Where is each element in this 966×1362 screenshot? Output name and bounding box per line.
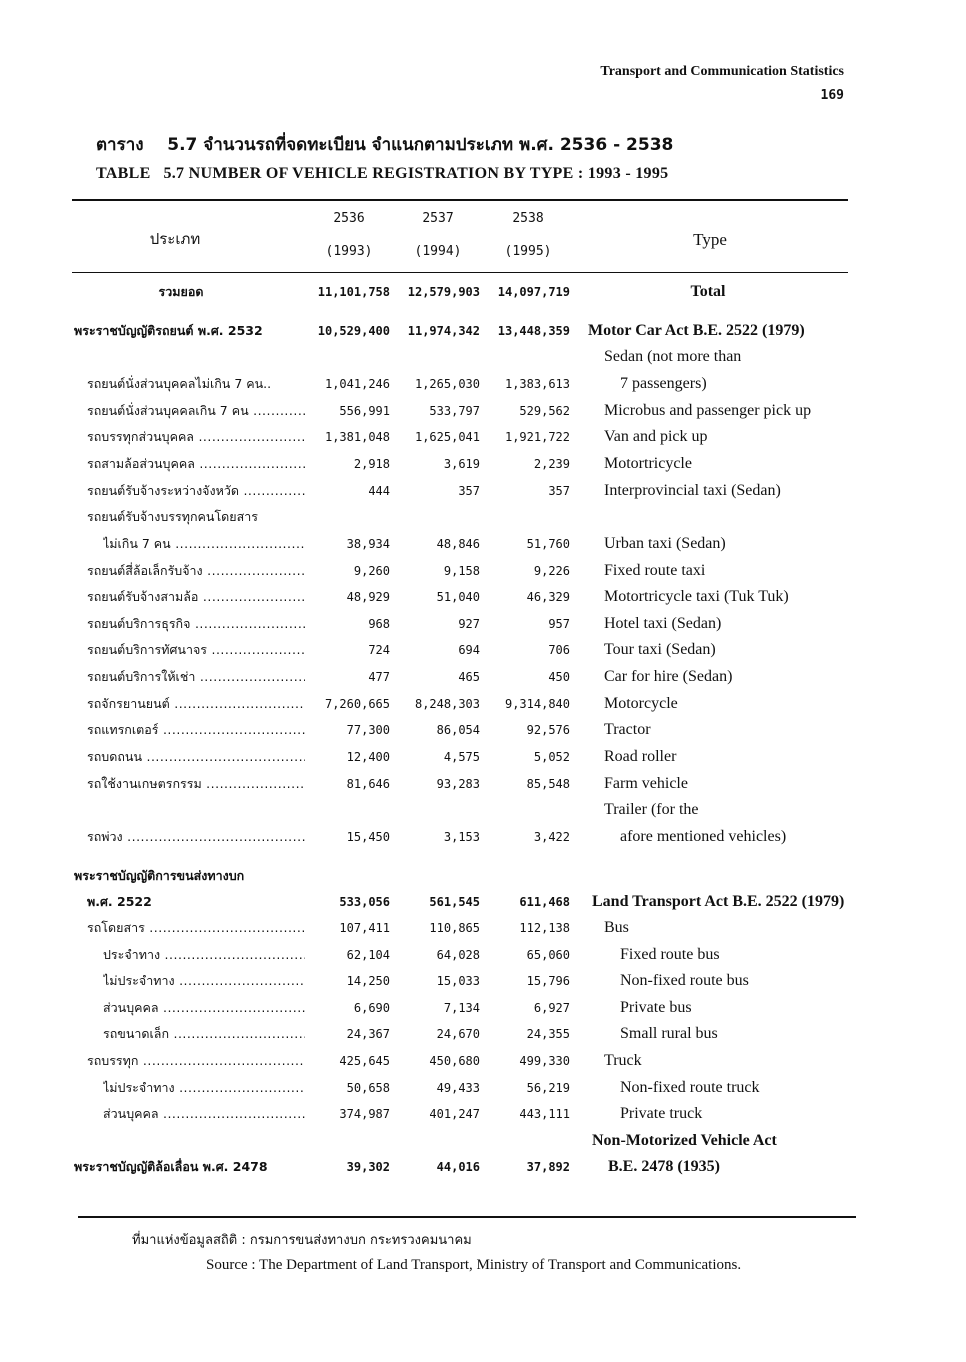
value-cell: 556,991 [339, 404, 390, 418]
row-label-english: Non-fixed route truck [620, 1079, 760, 1096]
source-english: Source : The Department of Land Transport, Ministry of Transport and Communications. [206, 1257, 742, 1273]
row-label-english: Interprovincial taxi (Sedan) [604, 482, 781, 499]
value-cell: 38,934 [346, 537, 390, 551]
value-cell: 611,468 [519, 895, 570, 909]
value-cell: 112,138 [519, 921, 570, 935]
bottom-rule [78, 1216, 856, 1218]
value-cell: 62,104 [346, 948, 390, 962]
row-label-thai: รถยนต์รับจ้างบรรทุกคนโดยสาร [87, 509, 258, 524]
row-label-english: Trailer (for the [604, 801, 699, 818]
row-label-english: Private bus [620, 999, 692, 1016]
table-row [0, 691, 966, 717]
row-label-thai: พระราชบัญญัติรถยนต์ พ.ศ. 2532 [74, 323, 263, 338]
value-cell: 15,033 [436, 974, 480, 988]
value-cell: 37,892 [526, 1160, 570, 1174]
table-row [0, 504, 966, 530]
value-cell: 3,153 [443, 830, 480, 844]
title-english: TABLE 5.7 NUMBER OF VEHICLE REGISTRATION BY TYPE : 1993 - 1995 [96, 165, 669, 182]
value-cell: 15,450 [346, 830, 390, 844]
row-label-english: Microbus and passenger pick up [604, 402, 812, 419]
value-cell: 64,028 [436, 948, 480, 962]
value-cell: 93,283 [436, 777, 480, 791]
value-cell: 5,052 [533, 750, 570, 764]
value-cell: 4,575 [443, 750, 480, 764]
column-header-thai: ประเภท [149, 230, 201, 248]
value-cell: 533,056 [339, 895, 390, 909]
value-cell: 2,918 [353, 457, 390, 471]
row-label-english: Tractor [604, 721, 651, 738]
row-label-thai: รถยนต์นั่งส่วนบุคคลเกิน 7 คน ..... [87, 398, 305, 424]
value-cell: 957 [548, 617, 570, 631]
value-cell: 6,690 [353, 1001, 390, 1015]
row-label-english: Land Transport Act B.E. 2522 (1979) [592, 893, 845, 910]
value-cell: 1,041,246 [324, 377, 390, 391]
value-cell: 48,846 [436, 537, 480, 551]
value-cell: 499,330 [519, 1054, 570, 1068]
title-thai: ตาราง 5.7 จำนวนรถที่จดทะเบียน จำแนกตามประเภท พ.ศ. 2536 - 2538 [96, 135, 674, 155]
row-label-english: Motortricycle taxi (Tuk Tuk) [604, 588, 789, 605]
table-row [0, 1128, 966, 1154]
column-year-ad: (1993) [325, 244, 373, 259]
value-cell: 77,300 [346, 723, 390, 737]
source-thai: ที่มาแห่งข้อมูลสถิติ : กรมการขนส่งทางบก กระทรวงคมนาคม [132, 1233, 472, 1248]
row-label-thai: รถแทรกเตอร์ ..... [87, 717, 305, 743]
value-cell: 533,797 [429, 404, 480, 418]
column-year-be: 2537 [422, 211, 454, 226]
row-label-english: Urban taxi (Sedan) [604, 535, 726, 552]
value-cell: 9,314,840 [504, 697, 570, 711]
value-cell: 11,101,758 [317, 285, 390, 299]
value-cell: 7,260,665 [324, 697, 390, 711]
table-row [0, 279, 966, 305]
row-label-thai: รถสามล้อส่วนบุคคล ..... [87, 451, 305, 477]
table-row [0, 995, 966, 1021]
row-label-english: Truck [604, 1052, 642, 1069]
table-row [0, 915, 966, 941]
value-cell: 44,016 [436, 1160, 480, 1174]
value-cell: 9,158 [443, 564, 480, 578]
value-cell: 450,680 [429, 1054, 480, 1068]
value-cell: 50,658 [346, 1081, 390, 1095]
value-cell: 2,239 [533, 457, 570, 471]
table-row [0, 531, 966, 557]
row-label-thai: รถยนต์รับจ้างระหว่างจังหวัด ..... [87, 478, 305, 504]
row-label-thai: ไม่ประจำทาง ..... [103, 968, 305, 994]
table-row [0, 558, 966, 584]
page-header [600, 60, 844, 108]
row-label-english: Hotel taxi (Sedan) [604, 615, 722, 632]
value-cell: 110,865 [429, 921, 480, 935]
row-label-thai: ประจำทาง ..... [103, 942, 305, 968]
table-row [0, 1075, 966, 1101]
table-row [0, 318, 966, 344]
column-year-ad: (1994) [414, 244, 462, 259]
value-cell: 65,060 [526, 948, 570, 962]
row-label-thai: รถยนต์สี่ล้อเล็กรับจ้าง ..... [87, 558, 305, 584]
table-row [0, 797, 966, 823]
value-cell: 14,097,719 [497, 285, 570, 299]
value-cell: 401,247 [429, 1107, 480, 1121]
value-cell: 477 [368, 670, 390, 684]
row-label-english: B.E. 2478 (1935) [608, 1158, 720, 1175]
value-cell: 56,219 [526, 1081, 570, 1095]
value-cell: 12,579,903 [407, 285, 480, 299]
value-cell: 706 [548, 643, 570, 657]
value-cell: 444 [368, 484, 390, 498]
value-cell: 24,367 [346, 1027, 390, 1041]
table-row [0, 344, 966, 370]
table-row [0, 1101, 966, 1127]
row-label-thai: ไม่ประจำทาง ..... [103, 1075, 305, 1101]
row-label-thai: รถบดถนน ..... [87, 744, 305, 770]
row-label-thai: รถยนต์บริการธุรกิจ ..... [87, 611, 305, 637]
value-cell: 694 [458, 643, 480, 657]
value-cell: 450 [548, 670, 570, 684]
row-label-english: afore mentioned vehicles) [620, 828, 787, 845]
column-year-be: 2538 [512, 211, 544, 226]
table-row [0, 451, 966, 477]
row-label-thai: ส่วนบุคคล ..... [103, 995, 305, 1021]
value-cell: 443,111 [519, 1107, 570, 1121]
row-label-english: Fixed route bus [620, 946, 720, 963]
table-row [0, 664, 966, 690]
row-label-thai: ไม่เกิน 7 คน ..... [103, 531, 305, 557]
value-cell: 14,250 [346, 974, 390, 988]
table-row [0, 942, 966, 968]
value-cell: 13,448,359 [497, 324, 570, 338]
row-label-thai: รถใช้งานเกษตรกรรม ..... [87, 771, 305, 797]
value-cell: 465 [458, 670, 480, 684]
value-cell: 11,974,342 [407, 324, 480, 338]
table-row [0, 717, 966, 743]
column-year-be: 2536 [333, 211, 365, 226]
value-cell: 39,302 [346, 1160, 390, 1174]
row-label-thai: พระราชบัญญัติการขนส่งทางบก [74, 868, 245, 883]
value-cell: 1,921,722 [504, 430, 570, 444]
value-cell: 48,929 [346, 590, 390, 604]
value-cell: 968 [368, 617, 390, 631]
column-year-ad: (1995) [504, 244, 552, 259]
value-cell: 86,054 [436, 723, 480, 737]
value-cell: 7,134 [443, 1001, 480, 1015]
row-label-english: Motor Car Act B.E. 2522 (1979) [588, 322, 805, 339]
table-row [0, 424, 966, 450]
value-cell: 46,329 [526, 590, 570, 604]
row-label-english: Sedan (not more than [604, 348, 742, 365]
value-cell: 24,670 [436, 1027, 480, 1041]
publication-title: Transport and Communication Statistics [600, 64, 844, 79]
row-label-thai: รถยนต์รับจ้างสามล้อ ..... [87, 584, 305, 610]
row-label-english: Non-Motorized Vehicle Act [592, 1132, 777, 1149]
value-cell: 85,548 [526, 777, 570, 791]
value-cell: 8,248,303 [414, 697, 480, 711]
table-row [0, 863, 966, 889]
table-row [0, 398, 966, 424]
row-label-thai: รถจักรยานยนต์ ..... [87, 691, 305, 717]
value-cell: 425,645 [339, 1054, 390, 1068]
table-row [0, 637, 966, 663]
row-label-thai: ส่วนบุคคล ..... [103, 1101, 305, 1127]
row-label-english: Van and pick up [604, 428, 708, 445]
value-cell: 24,355 [526, 1027, 570, 1041]
table-row [0, 478, 966, 504]
table-row [0, 968, 966, 994]
table-row [0, 889, 966, 915]
row-label-english: Tour taxi (Sedan) [604, 641, 716, 658]
row-label-thai: รถโดยสาร ..... [87, 915, 305, 941]
row-label-english: Bus [604, 919, 629, 936]
column-header-type: Type [693, 230, 727, 249]
row-label-english: Motorcycle [604, 695, 678, 712]
table-row [0, 824, 966, 850]
header-rule [72, 272, 848, 273]
row-label-thai: รถยนต์นั่งส่วนบุคคลไม่เกิน 7 คน.. [87, 376, 272, 391]
table-row [0, 1021, 966, 1047]
table-row [0, 611, 966, 637]
table-row [0, 584, 966, 610]
row-label-thai: รถยนต์บริการให้เช่า ..... [87, 664, 305, 690]
value-cell: 724 [368, 643, 390, 657]
row-label-thai: รถบรรทุกส่วนบุคคล ..... [87, 424, 305, 450]
row-label-english: Small rural bus [620, 1025, 718, 1042]
value-cell: 3,619 [443, 457, 480, 471]
value-cell: 107,411 [339, 921, 390, 935]
value-cell: 12,400 [346, 750, 390, 764]
value-cell: 1,381,048 [324, 430, 390, 444]
value-cell: 357 [548, 484, 570, 498]
page-number: 169 [820, 88, 844, 103]
row-label-english: Total [690, 283, 726, 300]
row-label-thai: รถบรรทุก ..... [87, 1048, 305, 1074]
value-cell: 81,646 [346, 777, 390, 791]
value-cell: 49,433 [436, 1081, 480, 1095]
row-label-english: Fixed route taxi [604, 562, 706, 579]
table-title [96, 134, 673, 183]
value-cell: 6,927 [533, 1001, 570, 1015]
row-label-thai: รถขนาดเล็ก ..... [103, 1021, 305, 1047]
value-cell: 1,625,041 [414, 430, 480, 444]
row-label-english: Farm vehicle [604, 775, 688, 792]
value-cell: 9,226 [533, 564, 570, 578]
table-row [0, 771, 966, 797]
row-label-english: Road roller [604, 748, 677, 765]
value-cell: 51,760 [526, 537, 570, 551]
value-cell: 9,260 [353, 564, 390, 578]
value-cell: 1,265,030 [414, 377, 480, 391]
value-cell: 561,545 [429, 895, 480, 909]
value-cell: 529,562 [519, 404, 570, 418]
row-label-english: Car for hire (Sedan) [604, 668, 733, 685]
row-label-thai: พระราชบัญญัติล้อเลื่อน พ.ศ. 2478 [74, 1159, 268, 1174]
table-row [0, 1154, 966, 1180]
row-label-english: Motortricycle [604, 455, 692, 472]
row-label-thai: รถยนต์บริการทัศนาจร ..... [87, 637, 305, 663]
value-cell: 1,383,613 [504, 377, 570, 391]
table-row [0, 1048, 966, 1074]
value-cell: 51,040 [436, 590, 480, 604]
value-cell: 927 [458, 617, 480, 631]
row-label-english: Private truck [620, 1105, 703, 1122]
value-cell: 92,576 [526, 723, 570, 737]
table-row [0, 371, 966, 397]
row-label-thai: รวมยอด [158, 284, 204, 299]
value-cell: 374,987 [339, 1107, 390, 1121]
value-cell: 3,422 [533, 830, 570, 844]
row-label-thai: รถพ่วง ..... [87, 824, 305, 850]
value-cell: 10,529,400 [317, 324, 390, 338]
table-row [0, 744, 966, 770]
top-rule [72, 199, 848, 201]
row-label-english: Non-fixed route bus [620, 972, 749, 989]
value-cell: 357 [458, 484, 480, 498]
row-label-thai: พ.ศ. 2522 [87, 894, 152, 909]
value-cell: 15,796 [526, 974, 570, 988]
row-label-english: 7 passengers) [620, 375, 707, 392]
